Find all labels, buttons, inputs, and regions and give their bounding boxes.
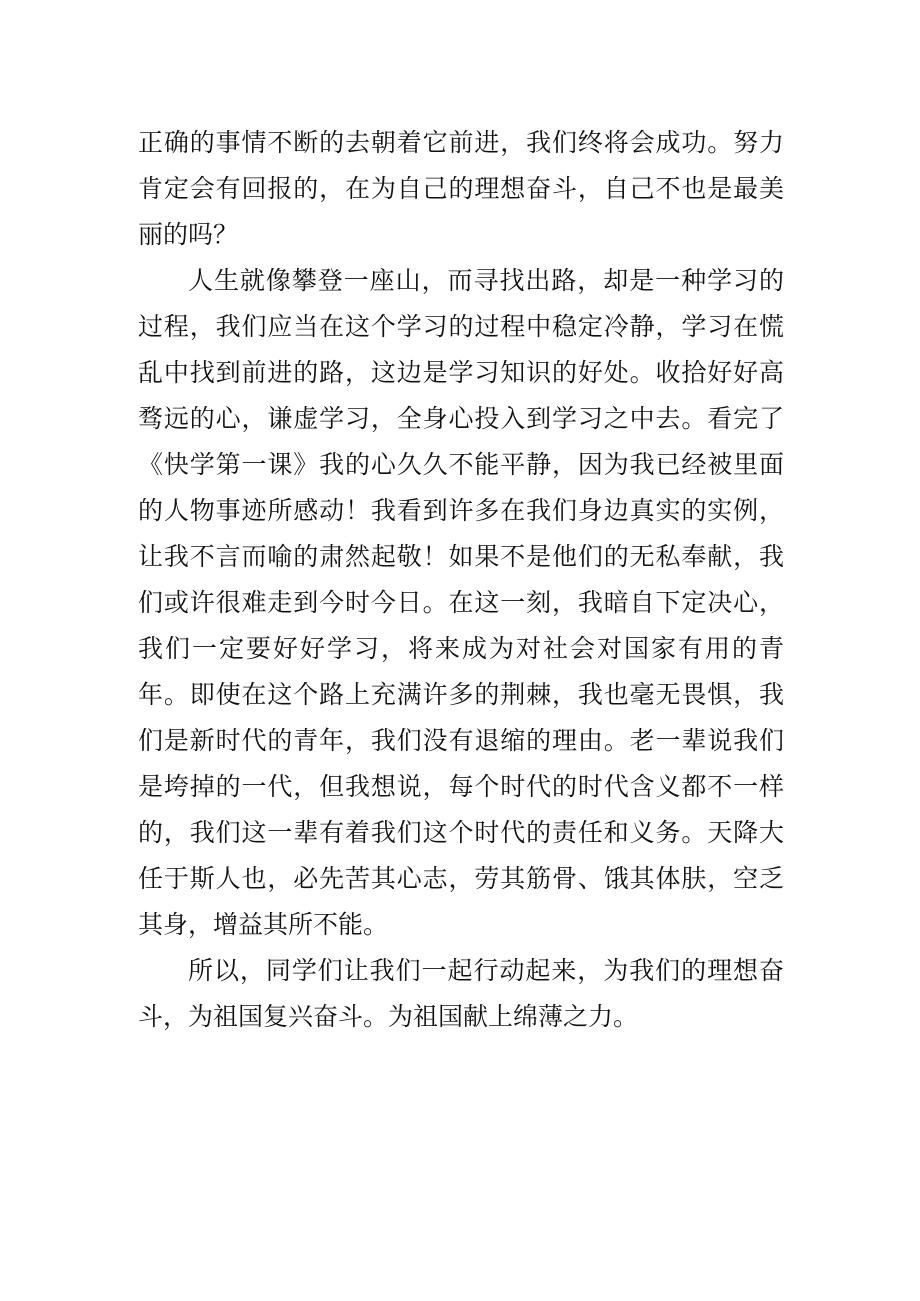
paragraph-1: 正确的事情不断的去朝着它前进，我们终将会成功。努力肯定会有回报的，在为自己的理想奋斗，自己不也是最美丽的吗？ xyxy=(138,128,784,249)
document-body xyxy=(138,120,784,1040)
paragraph-3: 所以，同学们让我们一起行动起来，为我们的理想奋斗，为祖国复兴奋斗。为祖国献上绵薄之力。 xyxy=(138,956,784,1031)
paragraph-2: 人生就像攀登一座山，而寻找出路，却是一种学习的过程，我们应当在这个学习的过程中稳定冷静，学习在慌乱中找到前进的路，这边是学习知识的好处。收拾好好高骛远的心，谦虚学习，全身心投入到学习之中去。看完了《快学第一课》我的心久久不能平静，因为我已经被里面的人物事迹所感动！我看到许多在我们身边真实的实例，让我不言而喻的肃然起敬！如果不是他们的无私奉献，我们或许很难走到今时今日。在这一刻，我暗自下定决心，我们一定要好好学习，将来成为对社会对国家有用的青年。即使在这个路上充满许多的荆棘，我也毫无畏惧，我们是新时代的青年，我们没有退缩的理由。老一辈说我们是垮掉的一代，但我想说，每个时代的时代含义都不一样的，我们这一辈有着我们这个时代的责任和义务。天降大任于斯人也，必先苦其心志，劳其筋骨、饿其体肤，空乏其身，增益其所不能。 xyxy=(138,266,784,939)
